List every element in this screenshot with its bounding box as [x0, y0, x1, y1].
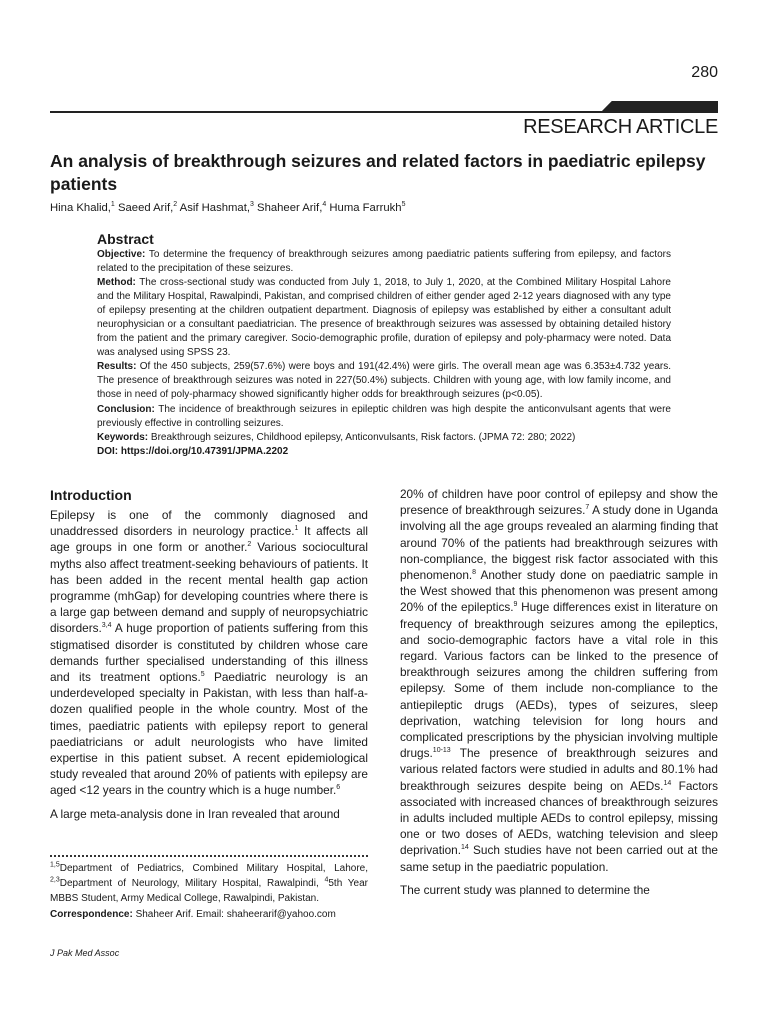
left-column	[50, 487, 368, 822]
author-name: Huma Farrukh$^5$	[326, 201, 406, 214]
citation-superscript: 3,4	[101, 622, 112, 630]
right-column	[400, 486, 718, 898]
author-affiliation-index: 3	[249, 201, 254, 209]
objective-label: Objective:	[97, 249, 146, 260]
citation-superscript: 2	[247, 541, 252, 549]
citation-superscript: 10-13	[432, 747, 451, 755]
abstract-method	[97, 276, 671, 360]
author-affiliation-index: 4	[322, 201, 327, 209]
doi-link[interactable]: https://doi.org/10.47391/JPMA.2202	[120, 445, 289, 457]
author-name: Asif Hashmat,$^3$	[177, 201, 254, 214]
citation-superscript: 7	[585, 504, 590, 512]
intro-paragraph-1: Epilepsy is one of the commonly diagnosed and unaddressed disorders in neurology practice.$^1$ It affects all age groups in one form or another.$^2$ Various sociocultural myths also affect treatment-seeking behaviours of patients. It has been added in the recent mental health gap action programme (mhGap) for developing countries where there is a large gap between demand and supply of neuropsychiatric disorders.$^{3,4}$ A huge proportion of patients suffering from this stigmatised disorder is constituted by children whose care demands further specialised understanding of this illness and its treatment options.$^5$ Paediatric neurology is an underdeveloped specialty in Pakistan, with less than half-a-dozen qualified people in the whole country. Most of the times, paediatric patients with epilepsy report to general paediatricians or adult neurologists who have limited expertise in this patient subset. A recent epidemiological study revealed that around 20% of patients with epilepsy are aged <12 years in the country which is a huge number.$^6$	[50, 508, 368, 798]
conclusion-label: Conclusion:	[97, 403, 155, 415]
abstract-results	[97, 360, 671, 402]
keywords-text: Breakthrough seizures, Childhood epilepsy, Anticonvulsants, Risk factors. (JPMA 72: 280; 2022)	[150, 431, 576, 443]
citation-superscript: 4	[324, 876, 329, 884]
affiliations-footnote	[50, 861, 368, 922]
right-paragraph-1: 20% of children have poor control of epilepsy and show the presence of breakthrough seizures.$^7$ A study done in Uganda involving all the age groups revealed an alarming finding that around 70% of the patients had breakthrough seizures with non-compliance, the biggest risk factor associated with this phenomenon.$^8$ Another study done on paediatric sample in the West showed that this phenomenon was present among 20% of the epileptics.$^9$ Huge differences exist in literature on frequency of breakthrough seizures among the epileptics, and socio-demographic factors have a vital role in this regard. Various factors can be linked to the presence of breakthrough seizures among the children suffering from epilepsy. Some of them include non-compliance to the antiepileptic drugs (AEDs), types of seizures, sleep deprivation, watching television for long hours and complicated prescriptions by the physician involving multiple drugs.$^{10-13}$ The presence of breakthrough seizures and various related factors were studied in adults and 80.1% had breakthrough seizures despite being on AEDs.$^{14}$ Factors associated with increased chances of breakthrough seizures in adults included multiple AEDs to control epilepsy, missing one or two doses of AEDs, watching television and sleep deprivation.$^{14}$ Such studies have not been carried out at the same setup in the paediatric population.	[400, 487, 718, 874]
citation-superscript: 1,5	[50, 861, 60, 869]
footnote-divider	[50, 855, 368, 857]
abstract-objective	[97, 248, 671, 276]
citation-superscript: 5	[200, 671, 205, 679]
abstract-keywords	[97, 431, 671, 445]
doi-label: DOI:	[97, 445, 119, 457]
author-affiliation-index: 2	[173, 201, 178, 209]
abstract	[97, 231, 671, 459]
method-label: Method:	[97, 277, 136, 289]
citation-superscript: 6	[336, 784, 341, 792]
author-list	[50, 202, 718, 214]
abstract-doi	[97, 445, 671, 459]
affiliations-text: $^{1,5}$Department of Pediatrics, Combined Military Hospital, Lahore, $^{2,3}$Department of Neurology, Military Hospital, Rawalpindi, $^4$5th Year MBBS Student, Army Medical College, Rawalpindi, Pakistan.	[50, 861, 368, 905]
correspondence-text: Shaheer Arif. Email: shaheerarif@yahoo.com	[135, 908, 336, 920]
keywords-label: Keywords:	[97, 431, 149, 443]
author-name: Saeed Arif,$^2$	[114, 201, 178, 214]
journal-footer: J Pak Med Assoc	[50, 948, 120, 958]
citation-superscript: 8	[472, 569, 477, 577]
citation-superscript: 9	[513, 601, 518, 609]
conclusion-text: The incidence of breakthrough seizures in epileptic children was high despite the anticonvulsant agents that were previously effective in controlling seizures.	[97, 403, 671, 429]
method-text: The cross-sectional study was conducted from July 1, 2018, to July 1, 2020, at the Combined Military Hospital Lahore and the Military Hospital, Rawalpindi, Pakistan, and comprised children of either gender aged 2-12 years diagnosed with any type of epilepsy presenting at the children outpatient department. Diagnosis of epilepsy was established by either a consultant adult neurophysician or a consultant paediatrician. The presence of breakthrough seizures was assessed by obtaining detailed history from the patient and the primary caregiver. Socio-demographic profile, duration of epilepsy and poly-pharmacy were noted. Data was analysed using SPSS 23.	[97, 277, 671, 359]
header-rule	[50, 101, 718, 113]
correspondence	[50, 907, 368, 922]
article-title: An analysis of breakthrough seizures and related factors in paediatric epilepsy patients	[50, 151, 706, 194]
citation-superscript: 14	[663, 779, 672, 787]
correspondence-label: Correspondence:	[50, 908, 133, 920]
citation-superscript: 14	[461, 844, 469, 852]
objective-text: To determine the frequency of breakthrough seizures among paediatric patients suffering from epilepsy, and factors related to the precipitation of these seizures.	[97, 249, 671, 275]
right-paragraph-2: The current study was planned to determine the	[400, 882, 650, 897]
abstract-heading: Abstract	[97, 231, 154, 247]
section-label: RESEARCH ARTICLE	[523, 116, 718, 138]
results-text: Of the 450 subjects, 259(57.6%) were boys and 191(42.4%) were girls. The overall mean age was 6.353±4.732 years. The presence of breakthrough seizures was noted in 227(50.4%) subjects. Children with young age, with low family income, and those in need of poly-pharmacy showed significantly higher odds for breakthrough seizures (p<0.05).	[97, 361, 672, 401]
introduction-heading: Introduction	[50, 487, 132, 503]
citation-superscript: 1	[294, 525, 299, 533]
author-name: Hina Khalid,$^1$	[50, 201, 115, 214]
author-name: Shaheer Arif,$^4$	[253, 201, 327, 214]
results-label: Results:	[97, 361, 137, 373]
author-affiliation-index: 5	[401, 201, 406, 209]
abstract-conclusion	[97, 403, 671, 431]
author-affiliation-index: 1	[110, 201, 115, 209]
intro-paragraph-2: A large meta-analysis done in Iran revealed that around	[50, 806, 340, 821]
page-number: 280	[691, 64, 718, 81]
citation-superscript: 2,3	[50, 876, 60, 884]
